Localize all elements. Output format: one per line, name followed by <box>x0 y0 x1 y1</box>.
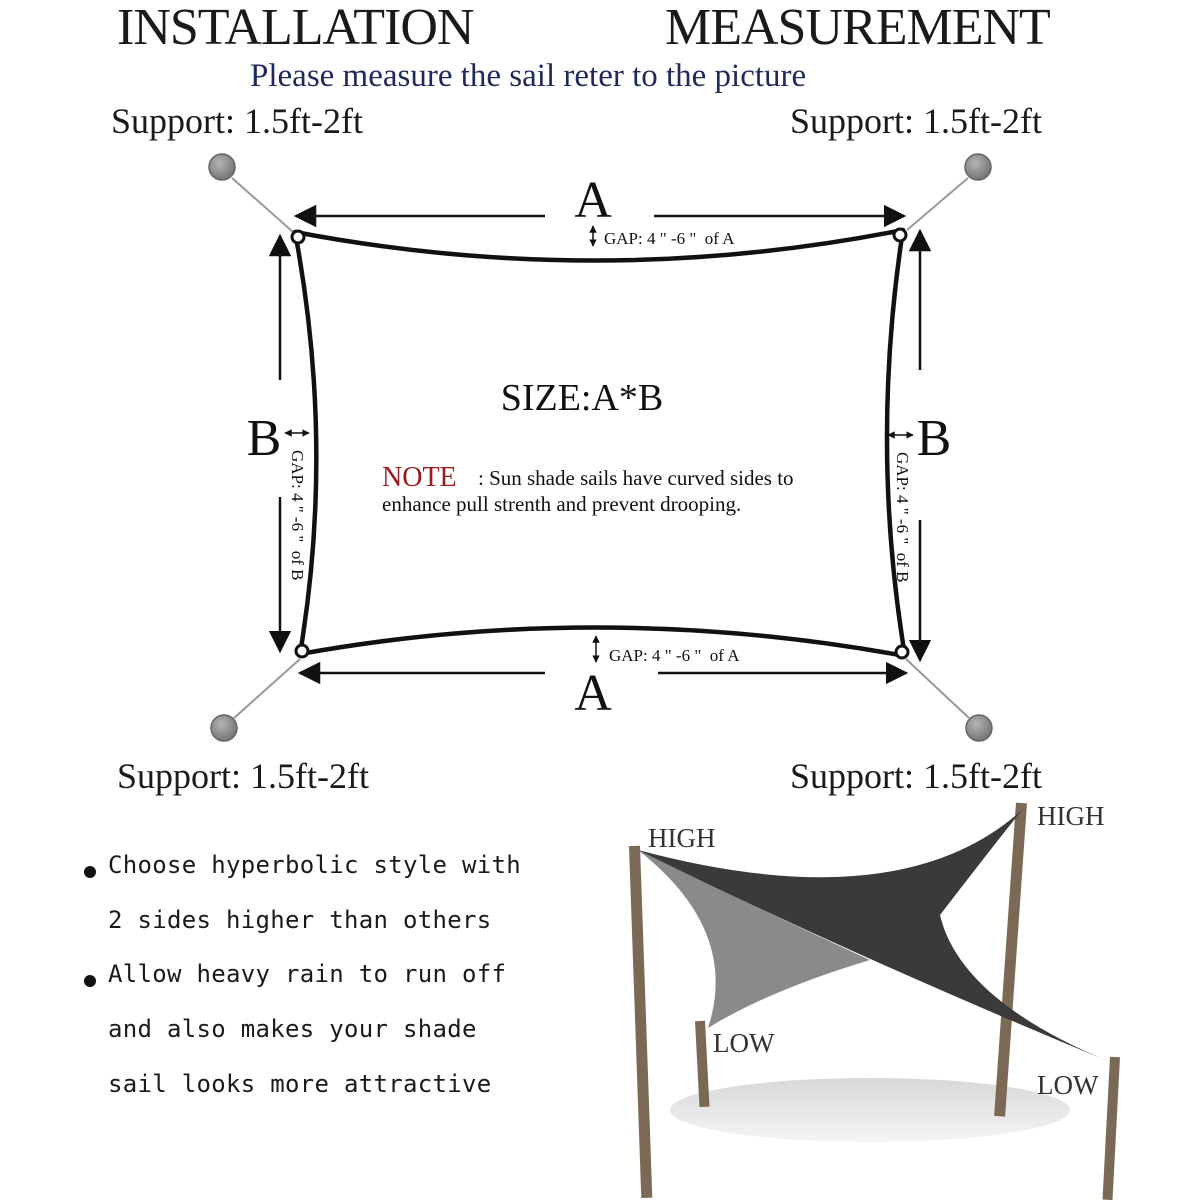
sail-outline <box>295 230 905 656</box>
sail-ring-bottom-right <box>896 646 908 658</box>
title-measurement: MEASUREMENT <box>665 0 1050 56</box>
sail-ground-shadow <box>670 1078 1070 1142</box>
support-label-top-right: Support: 1.5ft-2ft <box>790 101 1042 141</box>
bullet-dot-1 <box>84 866 96 878</box>
support-cable-bottom-left <box>234 659 300 718</box>
support-ball-top-left <box>209 154 235 180</box>
gap-label-left: GAP: 4 " -6 " of B <box>288 450 307 581</box>
support-ball-bottom-right <box>966 715 992 741</box>
bullet-line-2: 2 sides higher than others <box>108 906 492 934</box>
size-label: SIZE:A*B <box>500 377 664 419</box>
high-label-right: HIGH <box>1037 801 1105 831</box>
gap-label-right: GAP: 4 " -6 " of B <box>893 452 912 583</box>
bullet-line-3: Allow heavy rain to run off <box>108 960 507 988</box>
low-label-left: LOW <box>713 1028 775 1058</box>
post-high-left <box>629 846 652 1198</box>
gap-label-top: GAP: 4 " -6 " of A <box>604 229 735 248</box>
title-installation: INSTALLATION <box>117 0 474 56</box>
high-label-left: HIGH <box>648 823 716 853</box>
bullet-line-5: sail looks more attractive <box>108 1070 492 1098</box>
support-label-bottom-left: Support: 1.5ft-2ft <box>117 756 369 796</box>
support-ball-bottom-left <box>211 715 237 741</box>
sail-ring-top-left <box>292 231 304 243</box>
sail-ring-top-right <box>894 229 906 241</box>
bullet-dot-2 <box>84 975 96 987</box>
support-cable-top-right <box>907 178 968 230</box>
low-label-right: LOW <box>1037 1070 1099 1100</box>
support-cable-bottom-right <box>906 659 969 718</box>
label-a-top: A <box>574 172 612 229</box>
bullet-line-4: and also makes your shade <box>108 1015 477 1043</box>
support-cable-top-left <box>232 178 293 232</box>
note-label: NOTE <box>382 462 457 493</box>
bullet-line-1: Choose hyperbolic style with <box>108 851 521 879</box>
label-b-left: B <box>246 410 282 467</box>
post-high-right <box>994 803 1027 1117</box>
support-label-top-left: Support: 1.5ft-2ft <box>111 101 363 141</box>
subtitle: Please measure the sail reter to the picture <box>250 58 807 94</box>
support-label-bottom-right: Support: 1.5ft-2ft <box>790 756 1042 796</box>
post-low-right <box>1103 1057 1120 1200</box>
label-a-bottom: A <box>574 665 612 722</box>
label-b-right: B <box>916 410 952 467</box>
support-ball-top-right <box>965 154 991 180</box>
gap-label-bottom: GAP: 4 " -6 " of A <box>609 646 740 665</box>
note-line-2: enhance pull strenth and prevent drooping. <box>382 492 742 516</box>
note-line-1: : Sun shade sails have curved sides to <box>478 466 794 490</box>
sail-ring-bottom-left <box>296 645 308 657</box>
